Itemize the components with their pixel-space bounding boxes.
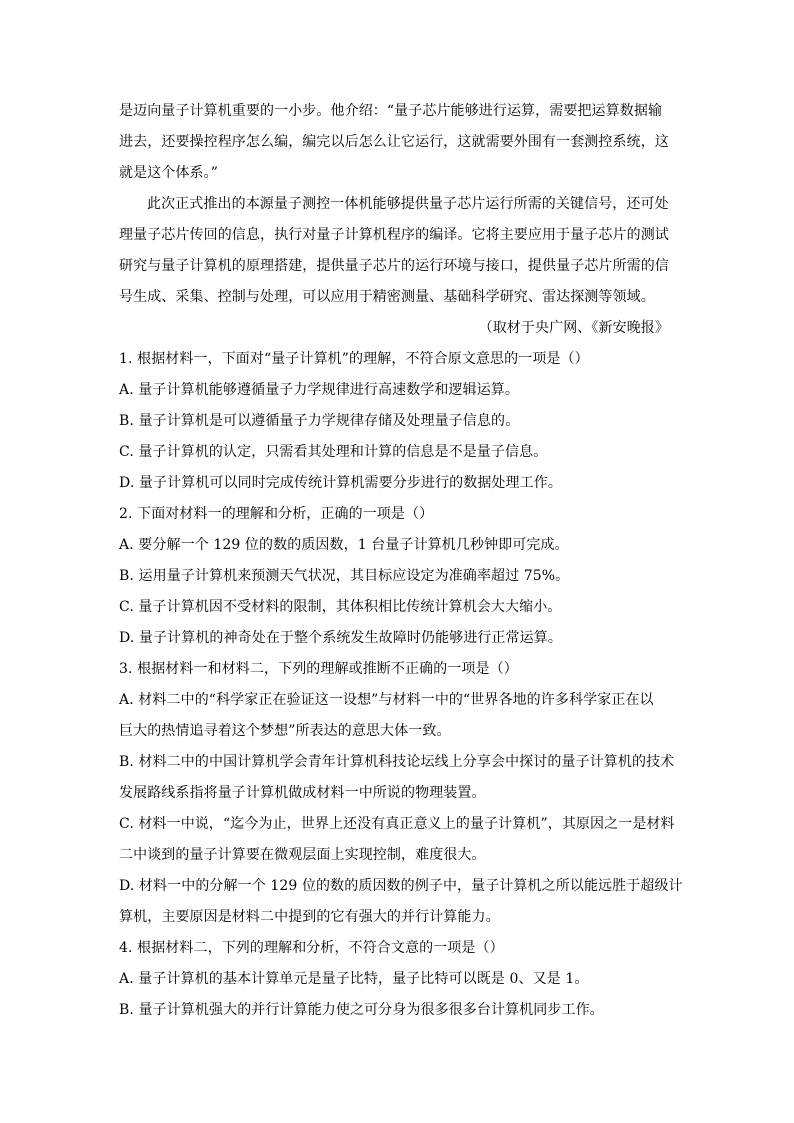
option-c: C. 量子计算机的认定，只需看其处理和计算的信息是不是量子信息。	[119, 444, 548, 460]
option-c: C. 量子计算机因不受材料的限制，其体积相比传统计算机会大大缩小。	[119, 599, 562, 615]
text-line: 进去，还要操控程序怎么编，编完以后怎么让它运行，这就需要外围有一套测控系统，这	[119, 134, 669, 150]
option-b	[119, 747, 675, 809]
question-stem: 1. 根据材料一，下面对“量子计算机”的理解，不符合原文意思的一项是（）	[119, 351, 589, 367]
text-line: C. 材料一中说，“迄今为止，世界上还没有真正意义上的量子计算机”，其原因之一是材料	[119, 816, 675, 832]
option-d: D. 量子计算机的神奇处在于整个系统发生故障时仍能够进行正常运算。	[119, 630, 562, 646]
option-a: A. 量子计算机能够遵循量子力学规律进行高速数学和逻辑运算。	[119, 382, 520, 398]
question-1	[119, 344, 675, 499]
option-d	[119, 871, 683, 933]
option-d: D. 量子计算机可以同时完成传统计算机需要分步进行的数据处理工作。	[119, 475, 562, 491]
option-b: B. 量子计算机强大的并行计算能力使之可分身为很多很多台计算机同步工作。	[119, 1002, 604, 1018]
text-line: 巨大的热情追寻着这个梦想”所表达的意思大体一致。	[119, 723, 451, 739]
text-line: 发展路线系指将量子计算机做成材料一中所说的物理装置。	[119, 785, 486, 801]
document-page	[119, 96, 683, 1026]
source-citation: （取材于央广网、《新安晚报》	[478, 320, 669, 336]
text-line: 就是这个体系。”	[119, 165, 218, 181]
text-line: 是迈向量子计算机重要的一小步。他介绍：“量子芯片能够进行运算，需要把运算数据输	[119, 103, 663, 119]
text-line: B. 材料二中的中国计算机学会青年计算机科技论坛线上分享会中探讨的量子计算机的技术	[119, 754, 675, 770]
question-stem: 2. 下面对材料一的理解和分析，正确的一项是（）	[119, 506, 434, 522]
text-line: 号生成、采集、控制与处理，可以应用于精密测量、基础科学研究、雷达探测等领域。	[119, 289, 655, 305]
paragraph-intro-2	[119, 189, 675, 313]
text-line: 此次正式推出的本源量子测控一体机能够提供量子芯片运行所需的关键信号，还可处	[147, 196, 669, 212]
paragraph-intro-1	[119, 96, 675, 189]
question-3	[119, 654, 683, 933]
text-line: 算机，主要原因是材料二中提到的它有强大的并行计算能力。	[119, 909, 500, 925]
text-line: D. 材料一中的分解一个 129 位的数的质因数的例子中，量子计算机之所以能远胜于超级计	[119, 878, 683, 894]
question-stem: 3. 根据材料一和材料二，下列的理解或推断不正确的一项是（）	[119, 661, 518, 677]
question-2	[119, 499, 675, 654]
option-a: A. 要分解一个 129 位的数的质因数，1 台量子计算机几秒钟即可完成。	[119, 537, 569, 553]
option-b: B. 运用量子计算机来预测天气状况，其目标应设定为准确率超过 75%。	[119, 568, 570, 584]
text-line: A. 材料二中的“科学家正在验证这一设想”与材料一中的“世界各地的许多科学家正在以	[119, 692, 654, 708]
text-line: 二中谈到的量子计算要在微观层面上实现控制，难度很大。	[119, 847, 486, 863]
option-b: B. 量子计算机是可以遵循量子力学规律存储及处理量子信息的。	[119, 413, 520, 429]
option-c	[119, 809, 675, 871]
question-stem: 4. 根据材料二，下列的理解和分析，不符合文意的一项是（）	[119, 940, 504, 956]
option-a	[119, 685, 675, 747]
question-4	[119, 933, 675, 1026]
text-line: 研究与量子计算机的原理搭建，提供量子芯片的运行环境与接口，提供量子芯片所需的信	[119, 258, 669, 274]
text-line: 理量子芯片传回的信息，执行对量子计算机程序的编译。它将主要应用于量子芯片的测试	[119, 227, 669, 243]
option-a: A. 量子计算机的基本计算单元是量子比特，量子比特可以既是 0、又是 1。	[119, 971, 589, 987]
